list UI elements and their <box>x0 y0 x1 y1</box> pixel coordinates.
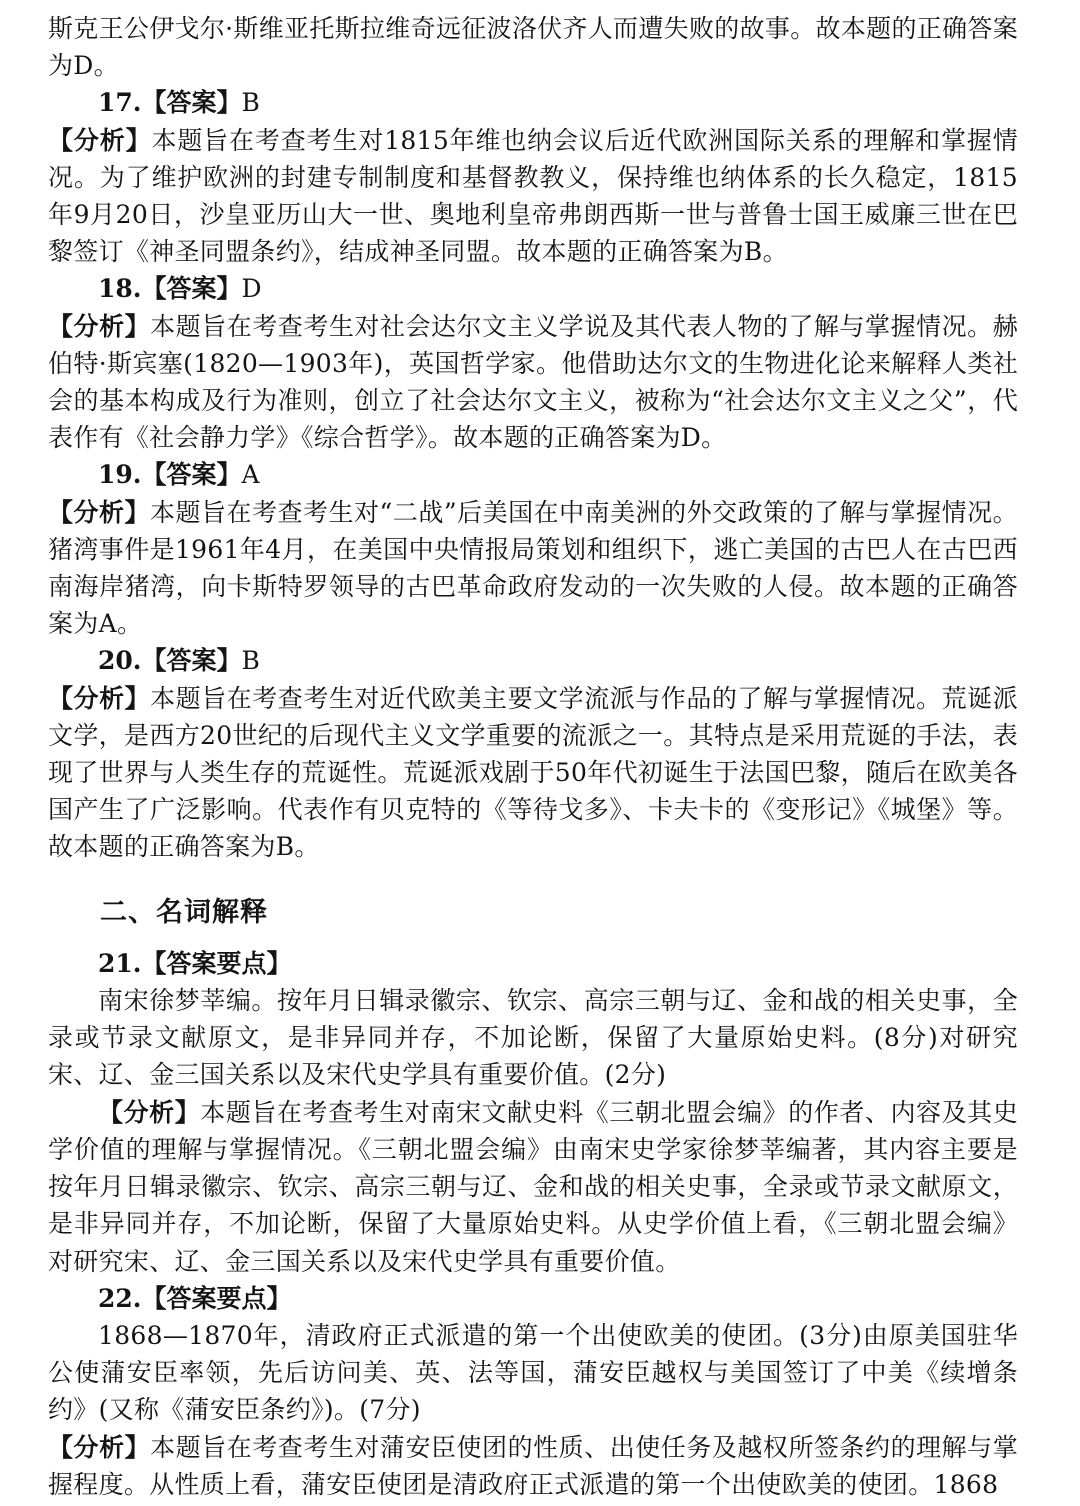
analysis-paragraph <box>48 494 1018 643</box>
analysis-text: 本题旨在考查考生对南宋文献史料《三朝北盟会编》的作者、内容及其史学价值的理解与掌握情况。《三朝北盟会编》由南宋史学家徐梦莘编著，其内容主要是按年月日辑录徽宗、钦宗、高宗三朝与辽、金和战的相关史事，全录或节录文献原文，是非异同并存，不加论断，保留了大量原始史料。从史学价值上看，《三朝北盟会编》对研究宋、辽、金三国关系以及宋代史学具有重要价值。 <box>48 1097 1019 1276</box>
question-22 <box>48 1280 1018 1503</box>
answer-value: B <box>241 646 260 676</box>
analysis-label: 【分析】 <box>48 125 152 155</box>
analysis-label: 【分析】 <box>98 1097 201 1127</box>
analysis-text: 本题旨在考查考生对蒲安臣使团的性质、出使任务及越权所签条约的理解与掌握程度。从性质上看，蒲安臣使团是清政府正式派遣的第一个出使欧美的使团。1868 <box>48 1432 1019 1499</box>
analysis-text: 本题旨在考查考生对“二战”后美国在中南美洲的外交政策的了解与掌握情况。猪湾事件是1961年4月，在美国中央情报局策划和组织下，逃亡美国的古巴人在古巴西南海岸猪湾，向卡斯特罗领导的古巴革命政府发动的一次失败的人侵。故本题的正确答案为A。 <box>48 497 1018 639</box>
question-19 <box>48 456 1018 642</box>
analysis-label: 【分析】 <box>48 311 151 341</box>
answer-value: A <box>241 460 260 490</box>
section-title: 二、名词解释 <box>100 896 268 928</box>
analysis-text: 本题旨在考查考生对近代欧美主要文学流派与作品的了解与掌握情况。荒诞派文学，是西方20世纪的后现代主义文学重要的流派之一。其特点是采用荒诞的手法，表现了世界与人类生存的荒诞性。荒诞派戏剧于50年代初诞生于法国巴黎，随后在欧美各国产生了广泛影响。代表作有贝克特的《等待戈多》、卡夫卡的《变形记》《城堡》等。故本题的正确答案为B。 <box>48 683 1019 862</box>
answer-value: B <box>241 88 260 118</box>
answer-heading-label: 19.【答案】 <box>98 460 242 490</box>
answer-points-heading: 21.【答案要点】 <box>98 948 292 978</box>
answer-heading-label: 17.【答案】 <box>98 88 242 118</box>
analysis-paragraph <box>48 308 1018 457</box>
analysis-label: 【分析】 <box>48 683 151 713</box>
answer-value: D <box>241 274 262 304</box>
answer-points-heading: 22.【答案要点】 <box>98 1283 292 1313</box>
analysis-label: 【分析】 <box>48 1432 151 1462</box>
analysis-text: 本题旨在考查考生对社会达尔文主义学说及其代表人物的了解与掌握情况。赫伯特·斯宾塞(1820—1903年)，英国哲学家。他借助达尔文的生物进化论来解释人类社会的基本构成及行为准则，创立了社会达尔文主义，被称为“社会达尔文主义之父”，代表作有《社会静力学》《综合哲学》。故本题的正确答案为D。 <box>48 311 1019 453</box>
answer-heading-label: 20.【答案】 <box>98 646 242 676</box>
question-20 <box>48 642 1018 865</box>
answer-heading-label: 18.【答案】 <box>98 274 242 304</box>
answer-heading <box>48 642 1018 679</box>
analysis-paragraph <box>48 1094 1018 1280</box>
analysis-paragraph <box>48 680 1018 866</box>
answer-heading <box>48 456 1018 493</box>
intro-tail-text: 斯克王公伊戈尔·斯维亚托斯拉维奇远征波洛伏齐人而遭失败的故事。故本题的正确答案为D。 <box>48 14 1018 81</box>
question-18 <box>48 270 1018 456</box>
question-17 <box>48 84 1018 270</box>
analysis-label: 【分析】 <box>48 497 151 527</box>
answer-heading <box>48 270 1018 307</box>
answer-points-text: 1868—1870年，清政府正式派遣的第一个出使欧美的使团。(3分)由原美国驻华公使蒲安臣率领，先后访问美、英、法等国，蒲安臣越权与美国签订了中美《续增条约》(又称《蒲安臣条约》)。(7分) <box>48 1320 1018 1425</box>
answer-heading <box>48 84 1018 121</box>
analysis-paragraph <box>48 1429 1018 1503</box>
analysis-text: 本题旨在考查考生对1815年维也纳会议后近代欧洲国际关系的理解和掌握情况。为了维护欧洲的封建专制制度和基督教教义，保持维也纳体系的长久稳定，1815年9月20日，沙皇亚历山大一世、奥地利皇帝弗朗西斯一世与普鲁士国王威廉三世在巴黎签订《神圣同盟条约》，结成神圣同盟。故本题的正确答案为B。 <box>48 125 1018 267</box>
question-21 <box>48 945 1018 1280</box>
analysis-paragraph <box>48 122 1018 271</box>
answer-points-text: 南宋徐梦莘编。按年月日辑录徽宗、钦宗、高宗三朝与辽、金和战的相关史事，全录或节录文献原文，是非异同并存，不加论断，保留了大量原始史料。(8分)对研究宋、辽、金三国关系以及宋代史学具有重要价值。(2分) <box>48 986 1018 1090</box>
